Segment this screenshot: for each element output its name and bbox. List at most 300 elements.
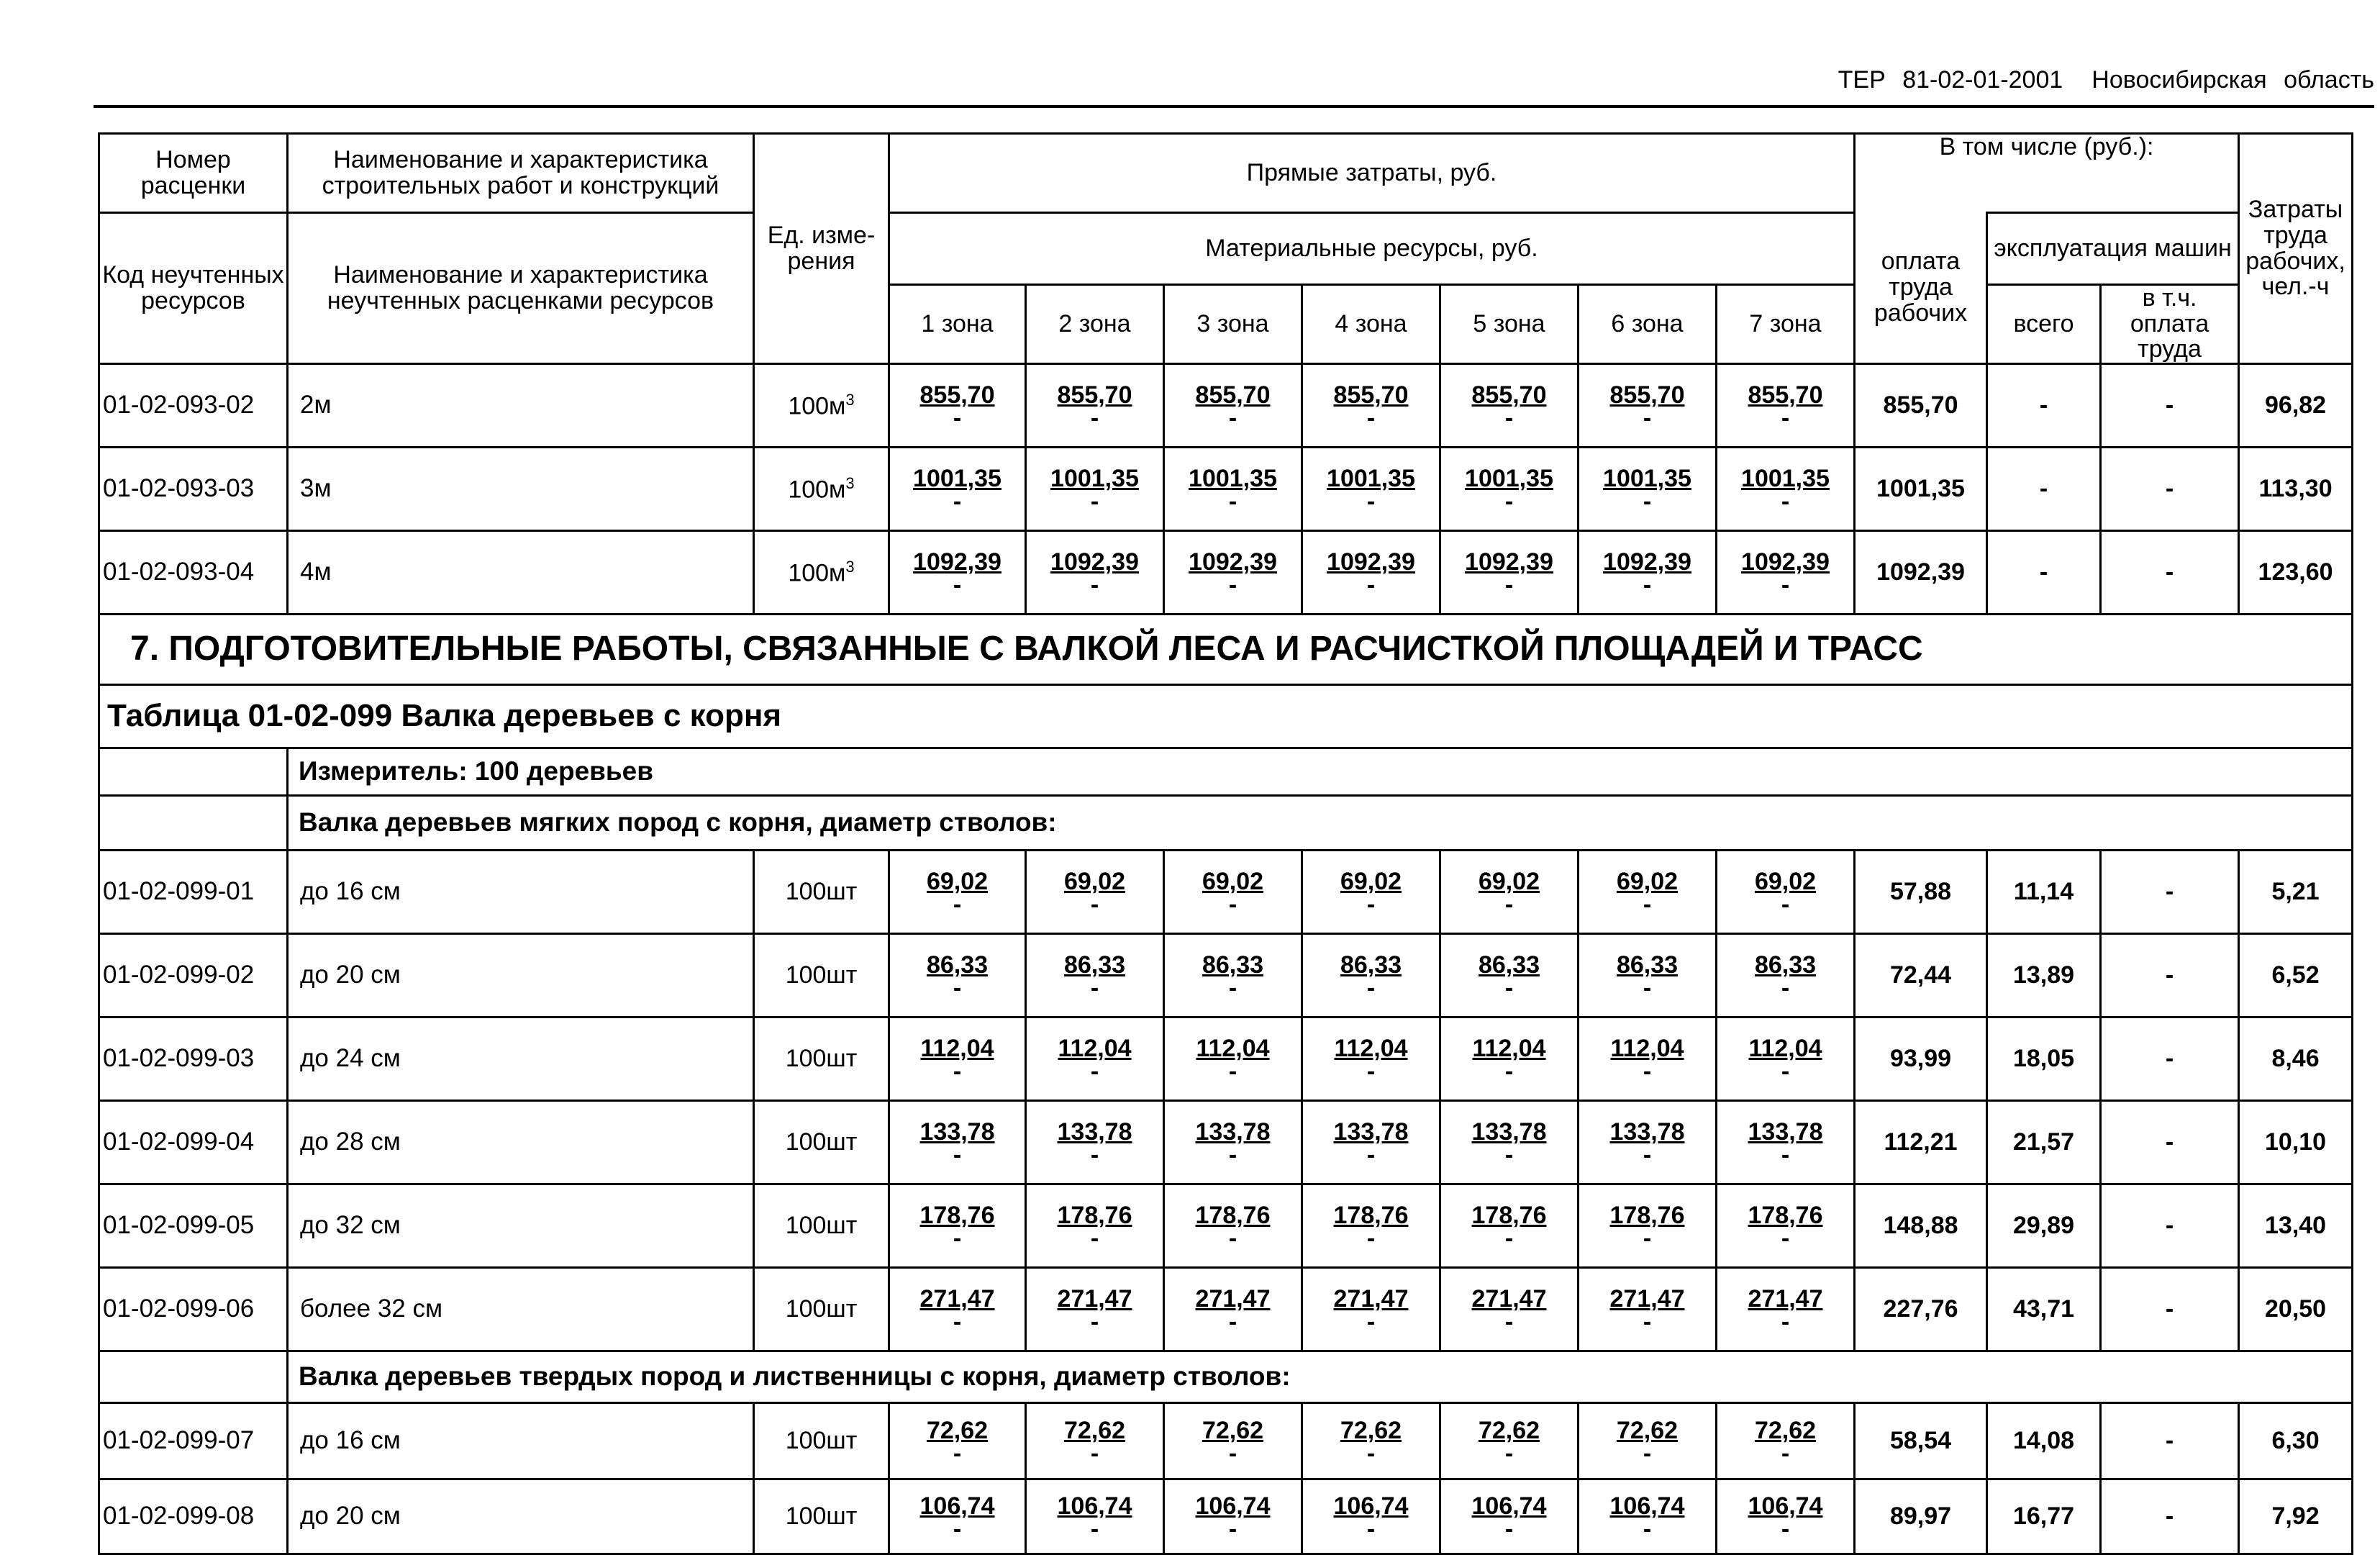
zone-price: [1164, 1184, 1302, 1268]
machines-total: 13,89: [1987, 934, 2101, 1017]
labor-cost: 113,30: [2239, 448, 2353, 531]
zone-price-value: 69,02: [1478, 868, 1540, 896]
zone-price-dash: -: [1228, 1515, 1237, 1543]
zone-price: [1026, 364, 1164, 448]
zone-price-value: 72,62: [1478, 1417, 1540, 1445]
machines-total: -: [1987, 364, 2101, 448]
zone-price-dash: -: [1228, 1057, 1237, 1085]
zone-price-dash: -: [1504, 1439, 1514, 1467]
zone-price: [1717, 1101, 1855, 1184]
machines-total: 21,57: [1987, 1101, 2101, 1184]
labor-pay: 57,88: [1855, 851, 1987, 934]
zone-price-value: 112,04: [1334, 1035, 1408, 1063]
machines-pay: -: [2101, 364, 2239, 448]
zone-price-dash: -: [1228, 1439, 1237, 1467]
zone-price-value: 72,62: [1063, 1417, 1126, 1445]
zone-price-value: 178,76: [1333, 1202, 1409, 1230]
zone-price-dash: -: [1781, 1224, 1790, 1252]
machines-pay: -: [2101, 1403, 2239, 1479]
rate-code: 01-02-099-06: [99, 1268, 288, 1351]
machines-total: 18,05: [1987, 1017, 2101, 1101]
zone-price-dash: -: [1228, 487, 1237, 515]
zone-price: [889, 1101, 1026, 1184]
rate-code: 01-02-099-01: [99, 851, 288, 934]
zone-price: [1302, 1101, 1440, 1184]
zone-price-dash: -: [1366, 571, 1376, 599]
doc-code: ТЕР 81-02-01-2001: [1838, 66, 2063, 94]
zone-price-dash: -: [1504, 1057, 1514, 1085]
table-row: [99, 1101, 2353, 1184]
rate-code: 01-02-093-02: [99, 364, 288, 448]
zone-price: [1717, 934, 1855, 1017]
zone-price-value: 133,78: [919, 1118, 995, 1146]
machines-pay: -: [2101, 934, 2239, 1017]
zone-price-dash: -: [1090, 974, 1099, 1002]
col-materials: Материальные ресурсы, руб.: [889, 213, 1855, 285]
zone-price-dash: -: [1228, 1141, 1237, 1169]
zone-price-value: 133,78: [1748, 1118, 1823, 1146]
zone-price-dash: -: [1643, 1307, 1652, 1336]
zone-price-dash: -: [1643, 1224, 1652, 1252]
rate-code: 01-02-099-02: [99, 934, 288, 1017]
zone-price-dash: -: [1504, 571, 1514, 599]
zone-price: [1164, 1479, 1302, 1554]
zone-price-value: 112,04: [1196, 1035, 1270, 1063]
zone-price: [1440, 364, 1579, 448]
zone-price: [1302, 1479, 1440, 1554]
zone-price-value: 271,47: [1471, 1285, 1547, 1313]
unit: 100шт: [754, 1403, 889, 1479]
zone-price: [1717, 448, 1855, 531]
zone-price-value: 271,47: [1609, 1285, 1685, 1313]
zone-price-dash: -: [1504, 890, 1514, 918]
labor-pay: 148,88: [1855, 1184, 1987, 1268]
zone-price: [1164, 1268, 1302, 1351]
zone-price-dash: -: [1090, 1307, 1099, 1336]
document-header: [1809, 66, 2374, 94]
zone-price: [889, 1184, 1026, 1268]
zone-price-dash: -: [1643, 571, 1652, 599]
table-row: [99, 531, 2353, 615]
zone-price-dash: -: [1504, 1141, 1514, 1169]
zone-price: [1440, 531, 1579, 615]
zone-price-value: 86,33: [1340, 951, 1402, 979]
unit-exponent: 3: [845, 558, 855, 576]
machines-total: -: [1987, 448, 2101, 531]
labor-cost: 6,52: [2239, 934, 2353, 1017]
unit-text: 100м: [788, 476, 846, 504]
zone-price: [1579, 1268, 1717, 1351]
zone-price: [1026, 934, 1164, 1017]
unit: 100шт: [754, 1479, 889, 1554]
work-name: до 28 см: [288, 1101, 754, 1184]
zone-price-dash: -: [1504, 1224, 1514, 1252]
col-rate-no: Номер расценки: [99, 134, 288, 213]
zone-price: [1026, 1479, 1164, 1554]
zone-price-dash: -: [953, 1307, 962, 1336]
zone-price-value: 1092,39: [1465, 548, 1553, 576]
section-title-row: [99, 615, 2353, 685]
labor-cost: 10,10: [2239, 1101, 2353, 1184]
zone-header: 2 зона: [1026, 285, 1164, 364]
zone-price-value: 112,04: [1610, 1035, 1684, 1063]
zone-price-dash: -: [1781, 1439, 1790, 1467]
work-name: до 32 см: [288, 1184, 754, 1268]
zone-price-dash: -: [953, 487, 962, 515]
labor-cost: 7,92: [2239, 1479, 2353, 1554]
zone-price-dash: -: [1366, 404, 1376, 432]
zone-price: [889, 1268, 1026, 1351]
table-row: [99, 1479, 2353, 1554]
table-title: Таблица 01-02-099 Валка деревьев с корня: [99, 685, 2353, 748]
zone-price-dash: -: [1781, 1307, 1790, 1336]
col-incl: В том числе (руб.):: [1855, 134, 2239, 213]
zone-price: [1717, 364, 1855, 448]
zone-price-dash: -: [1090, 1439, 1099, 1467]
zone-price: [889, 531, 1026, 615]
zone-price: [1164, 851, 1302, 934]
zone-price-value: 106,74: [1471, 1492, 1547, 1520]
col-labor-cost: Затраты труда рабочих, чел.-ч: [2239, 134, 2353, 364]
machines-pay: -: [2101, 1101, 2239, 1184]
zone-price-value: 855,70: [1748, 381, 1823, 409]
zone-price-value: 69,02: [1340, 868, 1402, 896]
zone-price-value: 106,74: [919, 1492, 995, 1520]
unit-text: 100м: [788, 392, 846, 420]
unit-text: 100м: [788, 559, 846, 587]
rate-code: 01-02-099-03: [99, 1017, 288, 1101]
rate-code: 01-02-099-07: [99, 1403, 288, 1479]
zone-price: [1302, 934, 1440, 1017]
zone-price-value: 178,76: [1195, 1202, 1271, 1230]
zone-price: [1440, 851, 1579, 934]
zone-price: [1302, 364, 1440, 448]
work-name: 3м: [288, 448, 754, 531]
zone-price-dash: -: [1643, 404, 1652, 432]
zone-price: [1717, 1403, 1855, 1479]
zone-price-dash: -: [1643, 890, 1652, 918]
labor-pay: 89,97: [1855, 1479, 1987, 1554]
zone-header: 7 зона: [1717, 285, 1855, 364]
zone-price-value: 855,70: [1195, 381, 1271, 409]
zone-price-value: 1001,35: [1603, 465, 1691, 493]
table-row: [99, 1184, 2353, 1268]
zone-price: [889, 1403, 1026, 1479]
zone-price: [889, 851, 1026, 934]
machines-pay: -: [2101, 1268, 2239, 1351]
zone-price-dash: -: [1090, 890, 1099, 918]
labor-pay: 112,21: [1855, 1101, 1987, 1184]
zone-price-value: 271,47: [1748, 1285, 1823, 1313]
machines-pay: -: [2101, 1017, 2239, 1101]
zone-price-value: 271,47: [1195, 1285, 1271, 1313]
labor-cost: 96,82: [2239, 364, 2353, 448]
zone-price: [1302, 1184, 1440, 1268]
zone-price-dash: -: [1504, 487, 1514, 515]
zone-price-value: 106,74: [1057, 1492, 1132, 1520]
table-title-row: [99, 685, 2353, 748]
zone-price-dash: -: [1643, 1439, 1652, 1467]
labor-pay: 58,54: [1855, 1403, 1987, 1479]
zone-price-dash: -: [1504, 1307, 1514, 1336]
col-machines-pay: в т.ч. оплата труда: [2101, 285, 2239, 364]
table-row: [99, 934, 2353, 1017]
zone-price: [889, 1479, 1026, 1554]
zone-price-value: 72,62: [1754, 1417, 1817, 1445]
zone-price-dash: -: [1643, 1057, 1652, 1085]
zone-price: [1440, 1101, 1579, 1184]
zone-price-value: 271,47: [1057, 1285, 1132, 1313]
zone-price: [889, 364, 1026, 448]
zone-price-dash: -: [1366, 487, 1376, 515]
zone-price-value: 133,78: [1471, 1118, 1547, 1146]
empty-cell: [99, 748, 288, 796]
zone-price: [1164, 1017, 1302, 1101]
zone-price-value: 69,02: [1616, 868, 1679, 896]
zone-header: 3 зона: [1164, 285, 1302, 364]
zone-price: [1440, 1479, 1579, 1554]
work-name: 4м: [288, 531, 754, 615]
zone-price-dash: -: [953, 1224, 962, 1252]
zone-price-value: 271,47: [919, 1285, 995, 1313]
zone-price-value: 72,62: [926, 1417, 989, 1445]
zone-price-value: 86,33: [1063, 951, 1126, 979]
zone-price-dash: -: [953, 1057, 962, 1085]
labor-cost: 8,46: [2239, 1017, 2353, 1101]
zone-price-value: 1092,39: [1603, 548, 1691, 576]
zone-price-value: 178,76: [1057, 1202, 1132, 1230]
zone-price-dash: -: [1781, 974, 1790, 1002]
zone-price-dash: -: [1366, 1515, 1376, 1543]
labor-cost: 123,60: [2239, 531, 2353, 615]
work-name: до 16 см: [288, 1403, 754, 1479]
zone-price: [1579, 531, 1717, 615]
labor-cost: 5,21: [2239, 851, 2353, 934]
zone-price: [1302, 1403, 1440, 1479]
zone-price: [1164, 934, 1302, 1017]
zone-price-value: 86,33: [1478, 951, 1540, 979]
unit: 100шт: [754, 934, 889, 1017]
group-title-row: [99, 796, 2353, 851]
zone-price: [1579, 1017, 1717, 1101]
zone-price-value: 178,76: [1748, 1202, 1823, 1230]
zone-price-value: 86,33: [1616, 951, 1679, 979]
zone-price-dash: -: [1781, 571, 1790, 599]
labor-cost: 20,50: [2239, 1268, 2353, 1351]
zone-price-value: 1001,35: [1327, 465, 1415, 493]
zone-price: [1164, 1101, 1302, 1184]
zone-price-dash: -: [1504, 974, 1514, 1002]
header-row-1: [99, 134, 2353, 213]
zone-price-value: 1092,39: [913, 548, 1001, 576]
zone-price: [1164, 1403, 1302, 1479]
zone-price: [1026, 1017, 1164, 1101]
unit: [754, 531, 889, 615]
zone-price-value: 86,33: [926, 951, 989, 979]
zone-price-dash: -: [1366, 1141, 1376, 1169]
zone-price-dash: -: [1781, 1057, 1790, 1085]
table-row: [99, 1403, 2353, 1479]
rate-code: 01-02-099-08: [99, 1479, 288, 1554]
col-machines-total: всего: [1987, 285, 2101, 364]
zone-price: [1717, 1017, 1855, 1101]
zone-price-dash: -: [1366, 1307, 1376, 1336]
zone-price: [1164, 364, 1302, 448]
zone-price: [1440, 1403, 1579, 1479]
zone-price-value: 178,76: [1609, 1202, 1685, 1230]
zone-price-value: 86,33: [1754, 951, 1817, 979]
zone-price-value: 855,70: [1057, 381, 1132, 409]
machines-total: 29,89: [1987, 1184, 2101, 1268]
labor-cost: 6,30: [2239, 1403, 2353, 1479]
work-name: до 20 см: [288, 934, 754, 1017]
col-direct: Прямые затраты, руб.: [889, 134, 1855, 213]
labor-pay: 227,76: [1855, 1268, 1987, 1351]
zone-price: [1164, 448, 1302, 531]
unit: 100шт: [754, 1101, 889, 1184]
zone-price-dash: -: [953, 571, 962, 599]
rate-code: 01-02-093-04: [99, 531, 288, 615]
table-row: [99, 851, 2353, 934]
work-name: до 16 см: [288, 851, 754, 934]
zone-price: [1579, 934, 1717, 1017]
zone-price-value: 112,04: [1058, 1035, 1132, 1063]
zone-price: [1440, 1268, 1579, 1351]
zone-price-value: 133,78: [1609, 1118, 1685, 1146]
zone-price-value: 69,02: [1063, 868, 1126, 896]
zone-price-dash: -: [1781, 890, 1790, 918]
unit-exponent: 3: [845, 474, 855, 493]
zone-price-value: 1001,35: [913, 465, 1001, 493]
labor-pay: 1092,39: [1855, 531, 1987, 615]
zone-price: [889, 934, 1026, 1017]
zone-price: [1026, 1403, 1164, 1479]
zone-price: [1440, 1184, 1579, 1268]
col-res-name: Наименование и характеристика неучтенных расценками ресурсов: [288, 213, 754, 364]
zone-price: [1579, 364, 1717, 448]
zone-price-dash: -: [953, 890, 962, 918]
zone-price: [1302, 851, 1440, 934]
zone-header: 4 зона: [1302, 285, 1440, 364]
zone-price-dash: -: [1643, 487, 1652, 515]
zone-price: [1579, 1184, 1717, 1268]
unit: 100шт: [754, 1017, 889, 1101]
group-title: Валка деревьев мягких пород с корня, диаметр стволов:: [288, 796, 2353, 851]
zone-price-dash: -: [1228, 571, 1237, 599]
zone-price-value: 855,70: [919, 381, 995, 409]
unit-exponent: 3: [845, 391, 855, 409]
machines-total: 16,77: [1987, 1479, 2101, 1554]
zone-price-dash: -: [953, 1515, 962, 1543]
col-machines: эксплуатация машин: [1987, 213, 2239, 285]
machines-pay: -: [2101, 448, 2239, 531]
zone-price-dash: -: [1643, 1515, 1652, 1543]
zone-price-value: 72,62: [1340, 1417, 1402, 1445]
zone-price-dash: -: [1366, 1224, 1376, 1252]
zone-price-dash: -: [953, 974, 962, 1002]
machines-pay: -: [2101, 1184, 2239, 1268]
unit: 100шт: [754, 1268, 889, 1351]
zone-price: [1717, 851, 1855, 934]
header-rule: [94, 105, 2374, 108]
zone-price: [1579, 851, 1717, 934]
machines-total: 43,71: [1987, 1268, 2101, 1351]
unit: [754, 364, 889, 448]
zone-price-value: 106,74: [1333, 1492, 1409, 1520]
zone-price-value: 106,74: [1195, 1492, 1271, 1520]
zone-price: [1302, 448, 1440, 531]
work-name: более 32 см: [288, 1268, 754, 1351]
work-name: 2м: [288, 364, 754, 448]
zone-price: [1164, 531, 1302, 615]
zone-price-dash: -: [1366, 1439, 1376, 1467]
zone-price: [1579, 1403, 1717, 1479]
table-row: [99, 448, 2353, 531]
zone-price-dash: -: [1090, 1515, 1099, 1543]
zone-price-dash: -: [1366, 890, 1376, 918]
zone-price-dash: -: [1090, 487, 1099, 515]
zone-price: [1302, 1017, 1440, 1101]
zone-price: [1302, 1268, 1440, 1351]
zone-price-dash: -: [953, 1439, 962, 1467]
measure-label-row: [99, 748, 2353, 796]
zone-price-value: 178,76: [1471, 1202, 1547, 1230]
zone-header: 5 зона: [1440, 285, 1579, 364]
machines-total: -: [1987, 531, 2101, 615]
machines-total: 11,14: [1987, 851, 2101, 934]
zone-price-dash: -: [1366, 974, 1376, 1002]
labor-pay: 1001,35: [1855, 448, 1987, 531]
machines-total: 14,08: [1987, 1403, 2101, 1479]
zone-price: [1026, 448, 1164, 531]
rate-code: 01-02-099-05: [99, 1184, 288, 1268]
zone-price-value: 72,62: [1616, 1417, 1679, 1445]
unit: [754, 448, 889, 531]
measure-label: Измеритель: 100 деревьев: [288, 748, 2353, 796]
zone-price-value: 1001,35: [1050, 465, 1139, 493]
zone-price-value: 1001,35: [1741, 465, 1830, 493]
zone-price: [1717, 531, 1855, 615]
zone-price-value: 855,70: [1333, 381, 1409, 409]
zone-price-value: 178,76: [919, 1202, 995, 1230]
zone-price-dash: -: [1504, 1515, 1514, 1543]
zone-price-dash: -: [1228, 1307, 1237, 1336]
zone-price-value: 112,04: [920, 1035, 994, 1063]
zone-price-dash: -: [1090, 1057, 1099, 1085]
zone-price-dash: -: [1228, 974, 1237, 1002]
unit: 100шт: [754, 851, 889, 934]
zone-price-value: 271,47: [1333, 1285, 1409, 1313]
work-name: до 20 см: [288, 1479, 754, 1554]
zone-price-value: 69,02: [1754, 868, 1817, 896]
rate-code: 01-02-099-04: [99, 1101, 288, 1184]
zone-price: [1026, 1268, 1164, 1351]
work-name: до 24 см: [288, 1017, 754, 1101]
zone-price-value: 69,02: [926, 868, 989, 896]
zone-price-value: 133,78: [1057, 1118, 1132, 1146]
zone-price: [1440, 1017, 1579, 1101]
zone-price-value: 86,33: [1202, 951, 1264, 979]
region: Новосибирская область: [2091, 66, 2374, 94]
zone-price-value: 1092,39: [1741, 548, 1830, 576]
zone-price: [1717, 1479, 1855, 1554]
zone-price-value: 1092,39: [1050, 548, 1139, 576]
zone-price-dash: -: [1228, 1224, 1237, 1252]
zone-price-dash: -: [1781, 1515, 1790, 1543]
zone-price-dash: -: [953, 1141, 962, 1169]
zone-price-dash: -: [1781, 1141, 1790, 1169]
empty-cell: [99, 1351, 288, 1403]
